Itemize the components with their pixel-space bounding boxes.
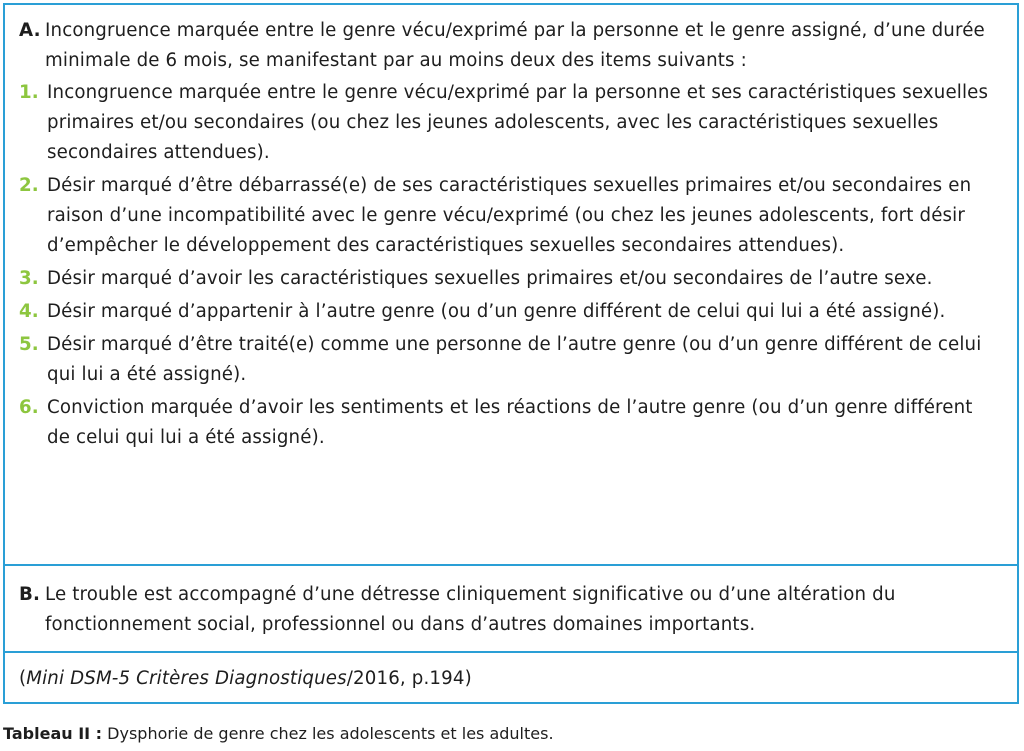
- item-text: Désir marqué d’appartenir à l’autre genre (ou d’un genre différent de celui qui lui a été assigné).: [47, 301, 946, 322]
- table-caption: [3, 722, 554, 746]
- item-text: Désir marqué d’être traité(e) comme une personne de l’autre genre (ou d’un genre différent de celui qui lui a été assigné).: [47, 334, 982, 385]
- list-item: [19, 171, 997, 261]
- reference-title: Mini DSM-5 Critères Diagnostiques: [26, 668, 347, 689]
- criterion-a-section: [5, 5, 1017, 566]
- reference-section: [5, 653, 1017, 702]
- item-number: 4.: [19, 301, 39, 322]
- criterion-a-letter: A.: [19, 20, 41, 41]
- item-number: 6.: [19, 397, 39, 418]
- criterion-a-items: [19, 78, 997, 453]
- list-item: [19, 393, 997, 453]
- criterion-a-text: Incongruence marquée entre le genre vécu/exprimé par la personne et le genre assigné, d’une durée minimale de 6 mois, se manifestant par au moins deux des items suivants :: [45, 20, 985, 71]
- item-text: Désir marqué d’être débarrassé(e) de ses caractéristiques sexuelles primaires et/ou secondaires en raison d’une incompatibilité avec le genre vécu/exprimé (ou chez les jeunes adolescents, fort désir d’empêcher le développement des caractéristiques sexuelles secondaires attendues).: [47, 175, 972, 256]
- item-number: 2.: [19, 175, 39, 196]
- criteria-table: [3, 3, 1019, 704]
- item-text: Incongruence marquée entre le genre vécu/exprimé par la personne et ses caractéristiques sexuelles primaires et/ou secondaires (ou chez les jeunes adolescents, avec les caractéristiques sexuelles secondaires attendues).: [47, 82, 989, 163]
- list-item: [19, 297, 997, 327]
- list-item: [19, 330, 997, 390]
- list-item: [19, 78, 997, 168]
- criterion-b: [19, 580, 997, 640]
- item-number: 5.: [19, 334, 39, 355]
- item-text: Désir marqué d’avoir les caractéristiques sexuelles primaires et/ou secondaires de l’autre sexe.: [47, 268, 933, 289]
- criterion-a: [19, 16, 997, 76]
- item-number: 1.: [19, 82, 39, 103]
- source-reference: [19, 664, 997, 694]
- list-item: [19, 264, 997, 294]
- criterion-b-letter: B.: [19, 584, 41, 605]
- reference-open: (: [19, 668, 27, 689]
- item-number: 3.: [19, 268, 39, 289]
- criterion-b-text: Le trouble est accompagné d’une détresse cliniquement significative ou d’une altération du fonctionnement social, professionnel ou dans d’autres domaines importants.: [45, 584, 896, 635]
- caption-label: Tableau II :: [3, 724, 103, 743]
- caption-text: Dysphorie de genre chez les adolescents et les adultes.: [102, 724, 554, 743]
- criterion-b-section: [5, 566, 1017, 653]
- item-text: Conviction marquée d’avoir les sentiments et les réactions de l’autre genre (ou d’un genre différent de celui qui lui a été assigné).: [47, 397, 973, 448]
- reference-rest: /2016, p.194): [346, 668, 472, 689]
